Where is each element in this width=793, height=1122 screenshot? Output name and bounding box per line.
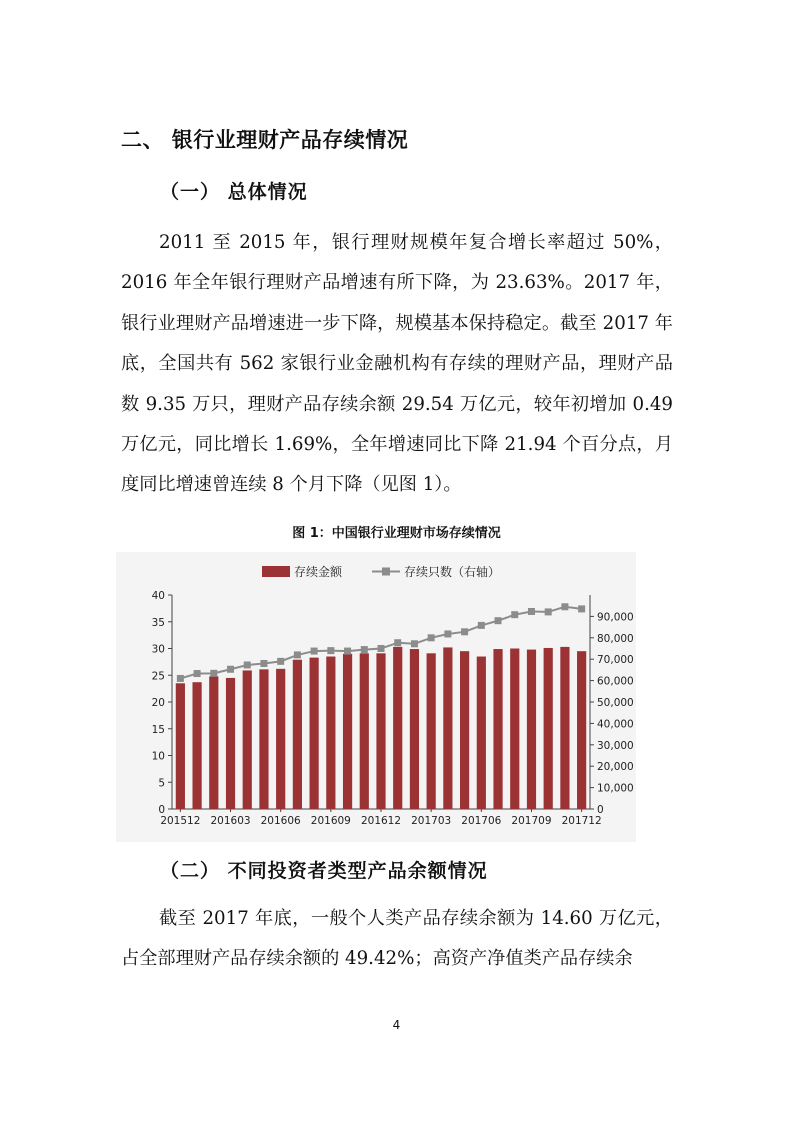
paragraph-overall: 2011 至 2015 年，银行理财规模年复合增长率超过 50%，2016 年全年银行理财产品增速有所下降，为 23.63%。2017 年，银行业理财产品增速进一步下降，规模基本保持稳定。截至 2017 年底，全国共有 562 家银行业金融机构有存续的理财产品，理财产品数 9.35 万只，理财产品存续余额 29.54 万亿元，较年初增加 0.49 万亿元，同比增长 1.69%，全年增速同比下降 21.94 个百分点，月度同比增速曾连续 8 个月下降（见图 1）。 — [121, 232, 673, 496]
point-count-201607 — [294, 651, 301, 658]
point-count-201711 — [561, 603, 568, 610]
y2-tick-label: 30,000 — [597, 739, 634, 752]
point-count-201702 — [411, 640, 418, 647]
y2-tick-label: 40,000 — [597, 718, 634, 731]
bar-amount-201611 — [360, 653, 369, 809]
bar-amount-201712 — [577, 651, 586, 809]
x-tick-label: 201706 — [461, 815, 502, 827]
point-count-201709 — [528, 608, 535, 615]
point-count-201708 — [511, 611, 518, 618]
point-count-201701 — [394, 639, 401, 646]
y-tick-label: 10 — [151, 750, 165, 763]
legend-marker-count — [382, 568, 390, 576]
point-count-201712 — [578, 605, 585, 612]
x-tick-label: 201709 — [511, 815, 552, 827]
legend-label-count: 存续只数（右轴） — [404, 565, 501, 579]
point-count-201612 — [378, 645, 385, 652]
page-number: 4 — [392, 1018, 401, 1032]
point-count-201707 — [495, 617, 502, 624]
bar-amount-201705 — [460, 651, 469, 809]
bar-amount-201704 — [443, 647, 452, 809]
paragraph-investor-type: 截至 2017 年底，一般个人类产品存续余额为 14.60 万亿元，占全部理财产品存续余额的 49.42%；高资产净值类产品存续余 — [121, 908, 673, 970]
point-count-201606 — [277, 658, 284, 665]
subsection-heading-overall: （一） 总体情况 — [160, 181, 308, 203]
bar-amount-201608 — [310, 658, 319, 809]
bar-amount-201703 — [427, 653, 436, 809]
y-tick-label: 30 — [151, 643, 165, 656]
bar-amount-201710 — [544, 648, 553, 809]
figure-title: 图 1：中国银行业理财市场存续情况 — [292, 526, 501, 541]
point-count-201704 — [444, 630, 451, 637]
point-count-201609 — [327, 647, 334, 654]
y2-tick-label: 50,000 — [597, 697, 634, 709]
chart-wealth-products — [116, 552, 636, 842]
point-count-201710 — [545, 608, 552, 615]
point-count-201610 — [344, 648, 351, 655]
bar-amount-201612 — [376, 653, 385, 809]
point-count-201603 — [227, 666, 234, 673]
y-tick-label: 15 — [151, 723, 165, 736]
bar-amount-201609 — [326, 657, 335, 809]
bar-amount-201601 — [192, 682, 201, 809]
x-tick-label: 201603 — [210, 815, 251, 827]
point-count-201602 — [210, 670, 217, 677]
point-count-201705 — [461, 628, 468, 635]
y-tick-label: 25 — [151, 670, 165, 683]
bar-amount-201711 — [560, 647, 569, 809]
y-tick-label: 5 — [158, 777, 165, 790]
y2-tick-label: 20,000 — [597, 761, 634, 774]
bar-amount-201602 — [209, 676, 218, 809]
point-count-201601 — [194, 670, 201, 677]
x-tick-label: 201612 — [360, 815, 402, 827]
bar-amount-201607 — [293, 660, 302, 809]
point-count-201706 — [478, 622, 485, 629]
bar-amount-201610 — [343, 654, 352, 809]
legend-swatch-amount — [262, 566, 290, 577]
y2-tick-label: 70,000 — [597, 654, 634, 667]
point-count-201604 — [244, 661, 251, 668]
y2-tick-label: 90,000 — [597, 611, 634, 624]
point-count-201611 — [361, 646, 368, 653]
y2-tick-label: 10,000 — [597, 782, 634, 795]
subsection-heading-investor-type: （二） 不同投资者类型产品余额情况 — [160, 860, 488, 882]
y-tick-label: 40 — [151, 590, 165, 602]
section-heading: 二、 银行业理财产品存续情况 — [121, 128, 409, 152]
bar-amount-201709 — [527, 650, 536, 809]
bar-amount-201707 — [493, 649, 502, 809]
bar-amount-201708 — [510, 649, 519, 810]
bar-amount-201606 — [276, 669, 285, 809]
bar-amount-201512 — [176, 683, 185, 809]
y-tick-label: 0 — [158, 804, 165, 816]
y2-tick-label: 60,000 — [597, 675, 634, 688]
x-tick-label: 201712 — [561, 815, 602, 827]
point-count-201608 — [311, 648, 318, 655]
x-tick-label: 201606 — [260, 815, 301, 827]
bar-amount-201603 — [226, 678, 235, 809]
bar-amount-201706 — [477, 657, 486, 809]
y2-tick-label: 0 — [597, 804, 604, 816]
legend-label-amount: 存续金额 — [294, 565, 343, 579]
y2-tick-label: 80,000 — [597, 632, 634, 645]
point-count-201605 — [260, 660, 267, 667]
bar-amount-201604 — [243, 670, 252, 809]
bar-amount-201605 — [259, 669, 268, 809]
x-tick-label: 201703 — [411, 815, 452, 827]
point-count-201512 — [177, 675, 184, 682]
point-count-201703 — [428, 634, 435, 641]
x-tick-label: 201609 — [310, 815, 351, 827]
bar-amount-201702 — [410, 649, 419, 809]
y-tick-label: 20 — [151, 697, 165, 709]
x-tick-label: 201512 — [160, 815, 201, 827]
y-tick-label: 35 — [151, 616, 165, 629]
bar-amount-201701 — [393, 647, 402, 809]
